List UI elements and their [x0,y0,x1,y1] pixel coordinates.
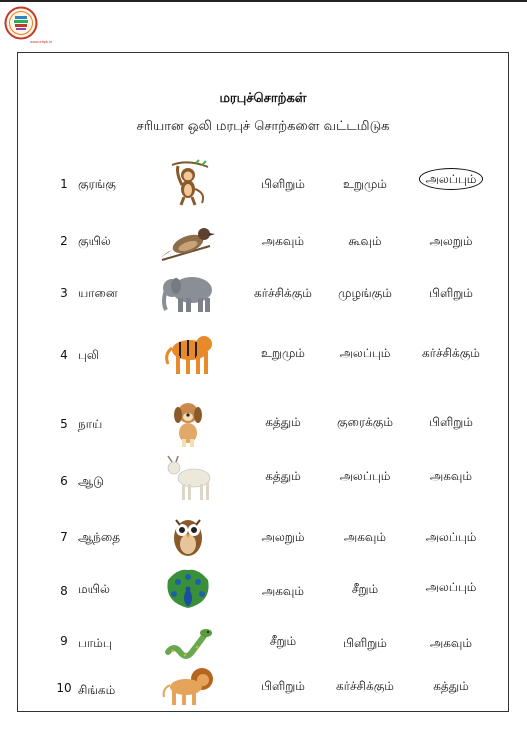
top-rule [0,0,527,2]
monkey-icon [158,159,218,209]
option-3[interactable]: பிளிறும் [429,415,473,429]
question-row [18,159,508,209]
site-logo-icon [4,6,38,40]
option-3[interactable]: அகவும் [429,636,473,650]
animal-name: புலி [78,348,100,362]
peacock-icon [158,566,218,616]
lion-icon [158,663,218,713]
elephant-icon [158,268,218,318]
option-1[interactable]: கத்தும் [265,415,301,429]
question-row [18,566,508,616]
option-3[interactable]: அலப்பும் [425,530,477,544]
question-row [18,330,508,380]
owl-icon [158,512,218,562]
question-row [18,454,508,504]
snake-icon [158,618,218,668]
row-number: 7 [60,530,68,544]
page-title: மரபுச்சொற்கள் [219,91,307,106]
row-number: 9 [60,634,68,648]
row-number: 4 [60,348,68,362]
option-2[interactable]: உறுமும் [343,177,387,191]
option-2[interactable]: அலப்பும் [339,346,391,360]
worksheet [17,52,509,712]
option-1[interactable]: அலறும் [261,530,305,544]
bird-icon [158,216,218,266]
logo-url: www.etipk.in [30,39,53,44]
option-3[interactable]: கர்ச்சிக்கும் [422,346,480,360]
option-2[interactable]: கூவும் [348,234,382,248]
animal-name: குயில் [78,234,111,248]
option-3[interactable]: அலப்பும் [425,580,477,594]
dog-icon [158,399,218,449]
question-row [18,399,508,449]
row-number: 3 [60,286,68,300]
option-2[interactable]: அகவும் [343,530,387,544]
animal-name: நாய் [78,417,103,431]
option-1[interactable]: அகவும் [261,584,305,598]
animal-name: சிங்கம் [78,683,116,697]
animal-name: குரங்கு [78,177,116,191]
goat-icon [158,454,218,504]
circled-answer: அலப்பும் [419,168,484,190]
tiger-icon [158,330,218,380]
option-1[interactable]: உறுமும் [261,346,305,360]
option-2[interactable]: சீறும் [351,582,379,596]
option-1[interactable]: சீறும் [269,634,297,648]
option-3[interactable] [408,172,494,188]
row-number: 10 [56,681,72,695]
row-number: 1 [60,177,68,191]
animal-name: ஆடு [78,474,104,488]
question-row [18,512,508,562]
animal-name: யானை [78,286,118,300]
option-3[interactable]: அகவும் [429,469,473,483]
option-2[interactable]: அலப்பும் [339,469,391,483]
animal-name: ஆந்தை [78,530,121,544]
question-row [18,268,508,318]
option-1[interactable]: அகவும் [261,234,305,248]
option-1[interactable]: பிளிறும் [261,177,305,191]
question-row [18,663,508,713]
option-2[interactable]: குரைக்கும் [336,415,394,429]
animal-name: பாம்பு [78,636,112,650]
question-row [18,618,508,668]
option-3[interactable]: அலறும் [429,234,473,248]
animal-name: மயில் [78,582,110,596]
option-1[interactable]: கர்ச்சிக்கும் [254,286,312,300]
row-number: 8 [60,584,68,598]
option-3[interactable]: கத்தும் [433,679,469,693]
option-3[interactable]: பிளிறும் [429,286,473,300]
question-row [18,216,508,266]
option-1[interactable]: கத்தும் [265,469,301,483]
row-number: 5 [60,417,68,431]
option-2[interactable]: முழங்கும் [338,286,392,300]
option-2[interactable]: பிளிறும் [343,636,387,650]
instruction: சரியான ஒலி மரபுச் சொற்களை வட்டமிடுக [136,119,390,134]
row-number: 6 [60,474,68,488]
row-number: 2 [60,234,68,248]
option-2[interactable]: கர்ச்சிக்கும் [336,679,394,693]
option-1[interactable]: பிளிறும் [261,679,305,693]
